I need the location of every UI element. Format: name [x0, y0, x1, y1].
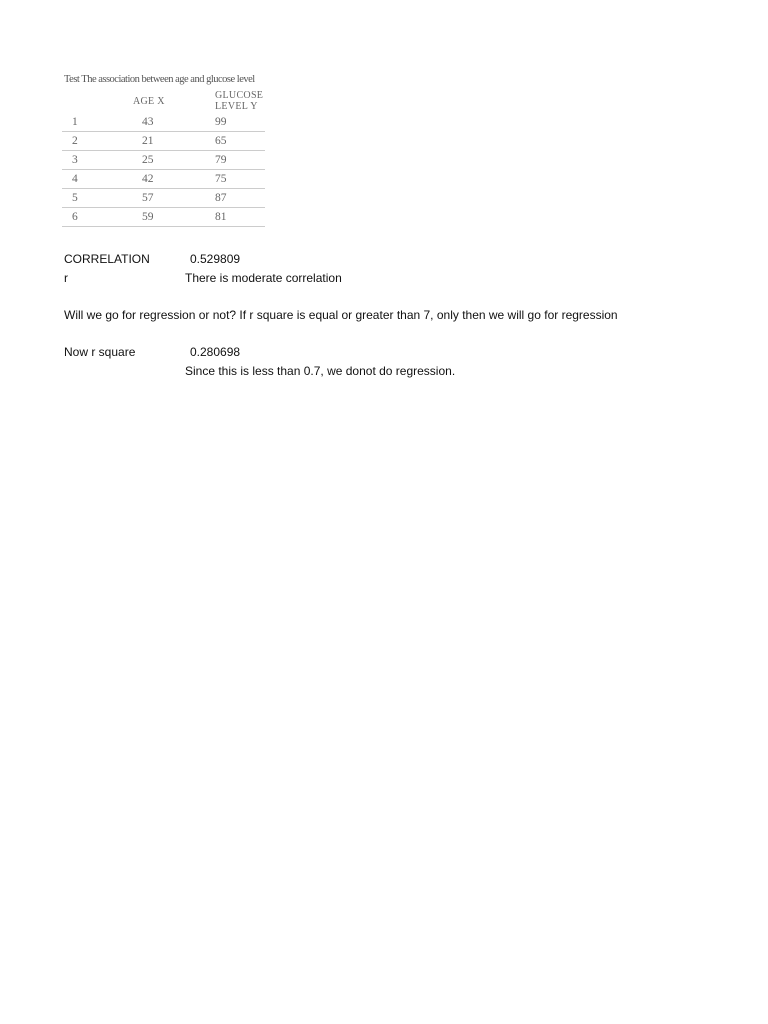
- header-glucose-level-y: [205, 89, 265, 113]
- cell-glucose: 81: [205, 208, 265, 227]
- cell-glucose: 87: [205, 189, 265, 208]
- cell-id: 4: [62, 170, 132, 189]
- cell-glucose: 75: [205, 170, 265, 189]
- table-row: [62, 170, 265, 189]
- cell-glucose: 65: [205, 132, 265, 151]
- header-index: [62, 89, 132, 113]
- cell-id: 3: [62, 151, 132, 170]
- cell-id: 1: [62, 113, 132, 132]
- cell-age: 42: [132, 170, 205, 189]
- correlation-value: 0.529809: [190, 252, 241, 266]
- cell-age: 57: [132, 189, 205, 208]
- cell-glucose: 79: [205, 151, 265, 170]
- r-square-label: Now r square: [64, 345, 136, 359]
- r-square-value: 0.280698: [190, 345, 241, 359]
- r-label: r: [64, 271, 68, 285]
- cell-age: 21: [132, 132, 205, 151]
- table-caption: Test The association between age and glucose level: [64, 74, 255, 85]
- cell-age: 43: [132, 113, 205, 132]
- table-row: [62, 151, 265, 170]
- cell-id: 5: [62, 189, 132, 208]
- table-row: [62, 208, 265, 227]
- correlation-interpretation: There is moderate correlation: [185, 271, 342, 285]
- cell-id: 2: [62, 132, 132, 151]
- table-header-row: [62, 89, 265, 113]
- header-age-x: AGE X: [133, 95, 165, 107]
- regression-conclusion: Since this is less than 0.7, we donot do regression.: [185, 364, 456, 378]
- header-glucose-line2: LEVEL Y: [215, 101, 258, 112]
- cell-glucose: 99: [205, 113, 265, 132]
- table-row: [62, 189, 265, 208]
- correlation-label: CORRELATION: [64, 252, 150, 266]
- cell-age: 59: [132, 208, 205, 227]
- age-glucose-table: [62, 89, 265, 227]
- header-glucose-line1: GLUCOSE: [215, 90, 264, 101]
- table-row: [62, 113, 265, 132]
- table-row: [62, 132, 265, 151]
- cell-id: 6: [62, 208, 132, 227]
- cell-age: 25: [132, 151, 205, 170]
- regression-question: Will we go for regression or not? If r square is equal or greater than 7, only then we will go for regression: [64, 308, 618, 322]
